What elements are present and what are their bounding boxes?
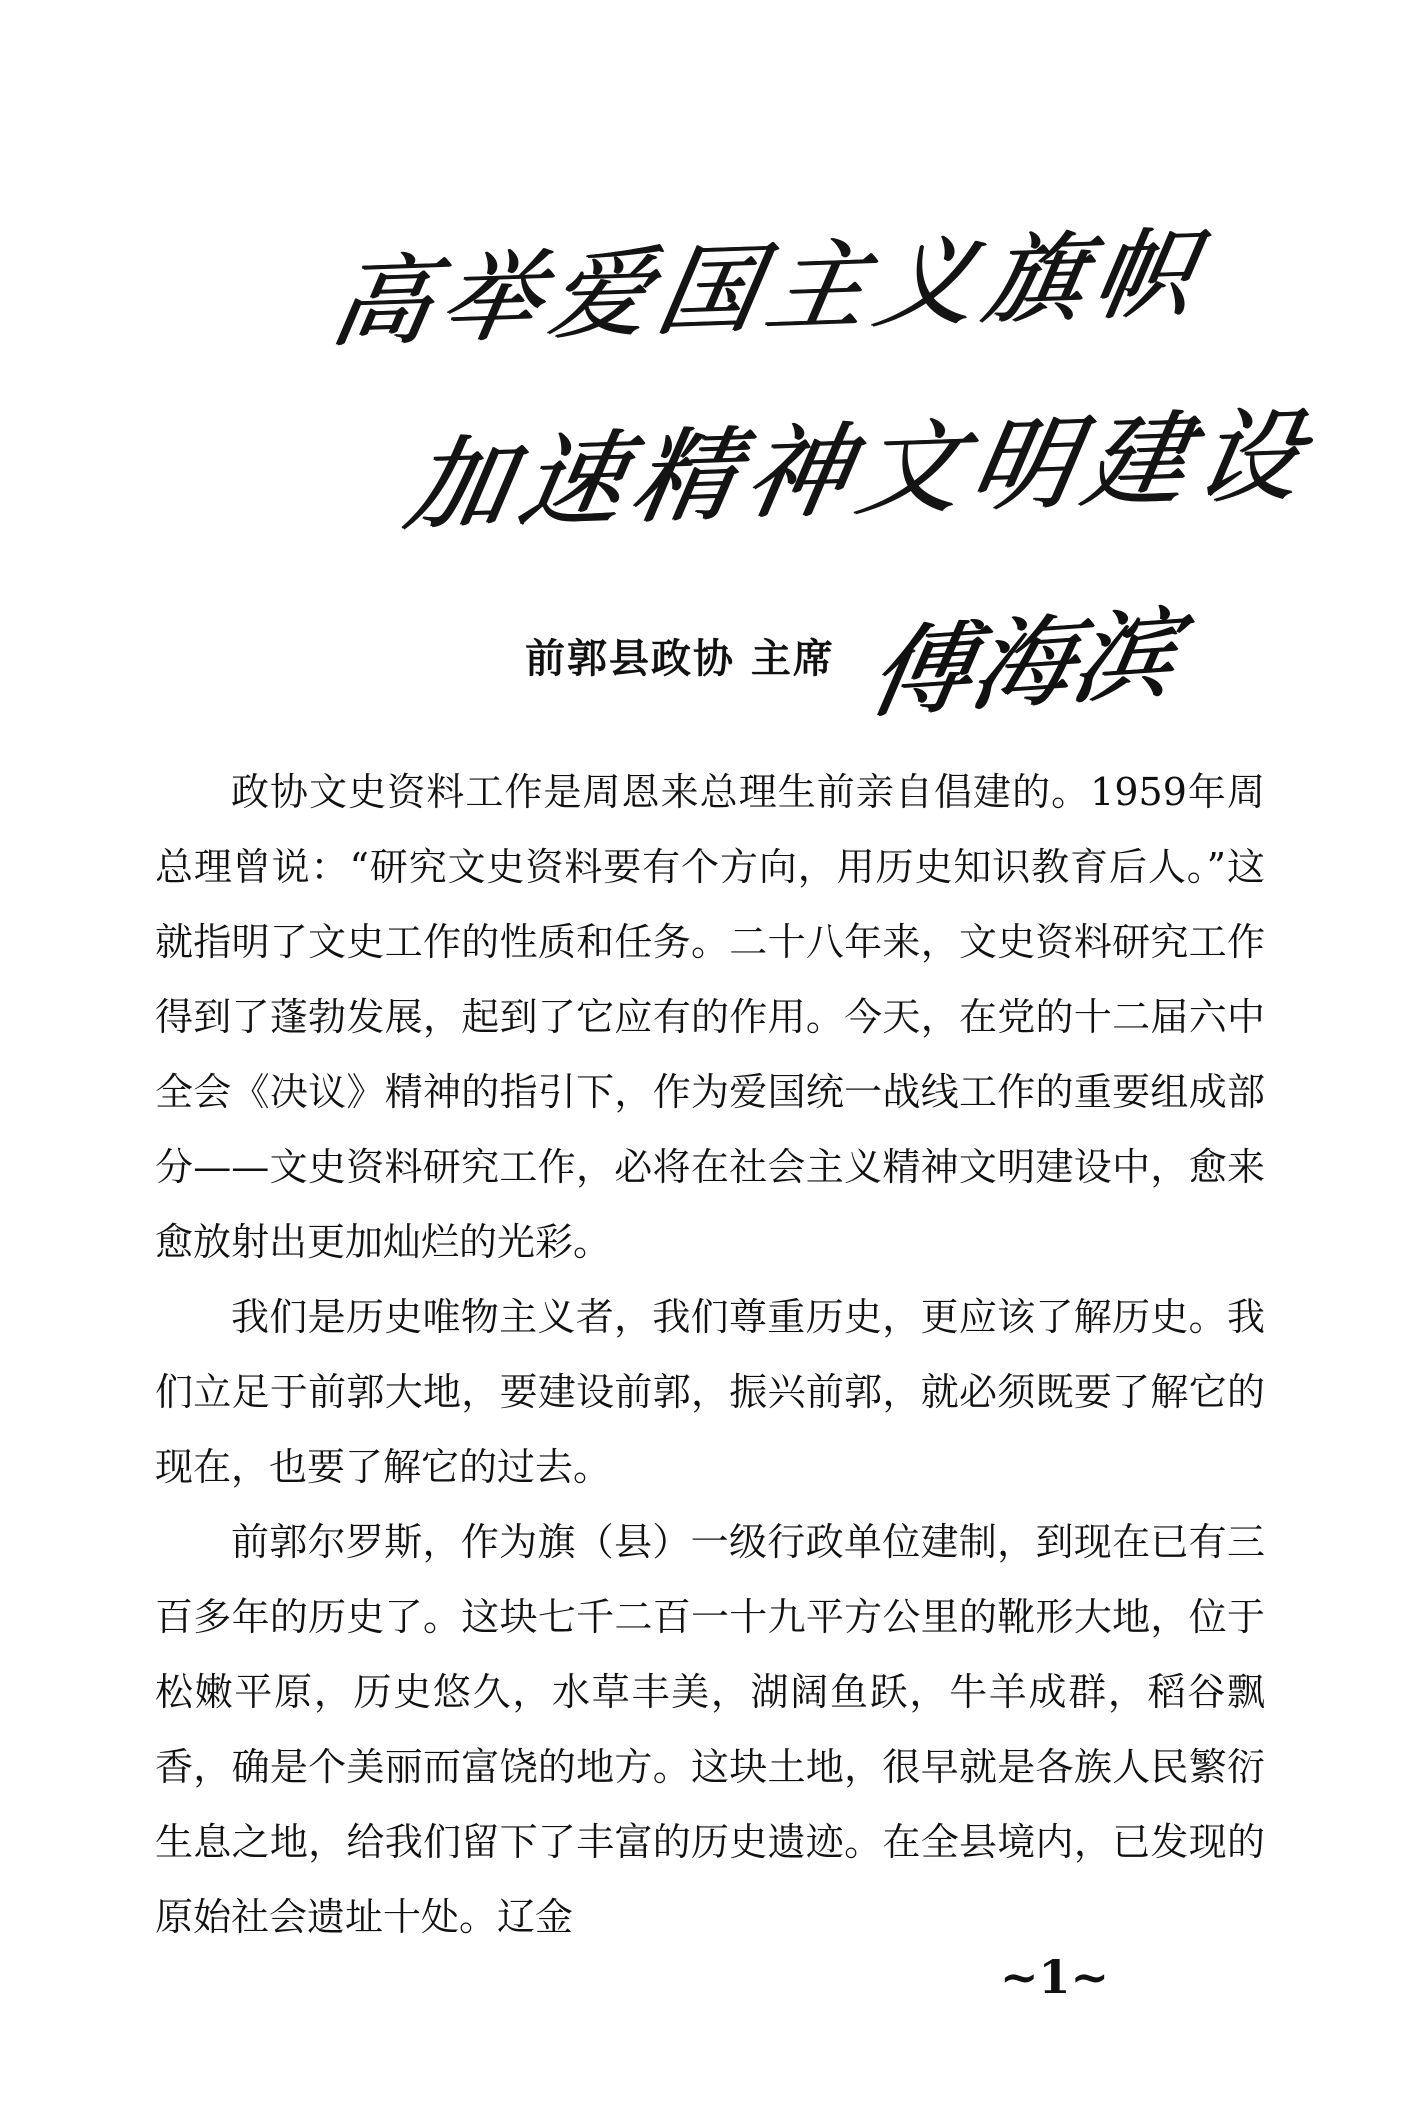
paragraph-2: 我们是历史唯物主义者，我们尊重历史，更应该了解历史。我们立足于前郭大地，要建设前郭，振兴前郭，就必须既要了解它的现在，也要了解它的过去。 — [155, 1295, 1265, 1489]
signature-line — [525, 594, 1187, 733]
handwritten-signature: 傅海滨 — [860, 594, 1187, 733]
paragraph-3: 前郭尔罗斯，作为旗（县）一级行政单位建制，到现在已有三百多年的历史了。这块七千二百一十九平方公里的靴形大地，位于松嫩平原，历史悠久，水草丰美，湖阔鱼跃，牛羊成群，稻谷飘香，确是个美丽而富饶的地方。这块土地，很早就是各族人民繁衍生息之地，给我们留下了丰富的历史遗迹。在全县境内，已发现的原始社会遗址十处。辽金 — [155, 1520, 1265, 1939]
paragraph-1: 政协文史资料工作是周恩来总理生前亲自倡建的。1959年周总理曾说：“研究文史资料要有个方向，用历史知识教育后人。”这就指明了文史工作的性质和任务。二十八年来，文史资料研究工作得到了蓬勃发展，起到了它应有的作用。今天，在党的十二届六中全会《决议》精神的指引下，作为爱国统一战线工作的重要组成部分——文史资料研究工作，必将在社会主义精神文明建设中，愈来愈放射出更加灿烂的光彩。 — [155, 770, 1265, 1264]
page-number: ~1~ — [1000, 1950, 1110, 2004]
body-text — [155, 755, 1265, 1955]
calligraphy-inscription-line-1: 高举爱国主义旗帜 — [323, 216, 1214, 361]
calligraphy-inscription-line-2: 加速精神文明建设 — [397, 395, 1322, 546]
signature-title: 前郭县政协 主席 — [525, 635, 835, 682]
